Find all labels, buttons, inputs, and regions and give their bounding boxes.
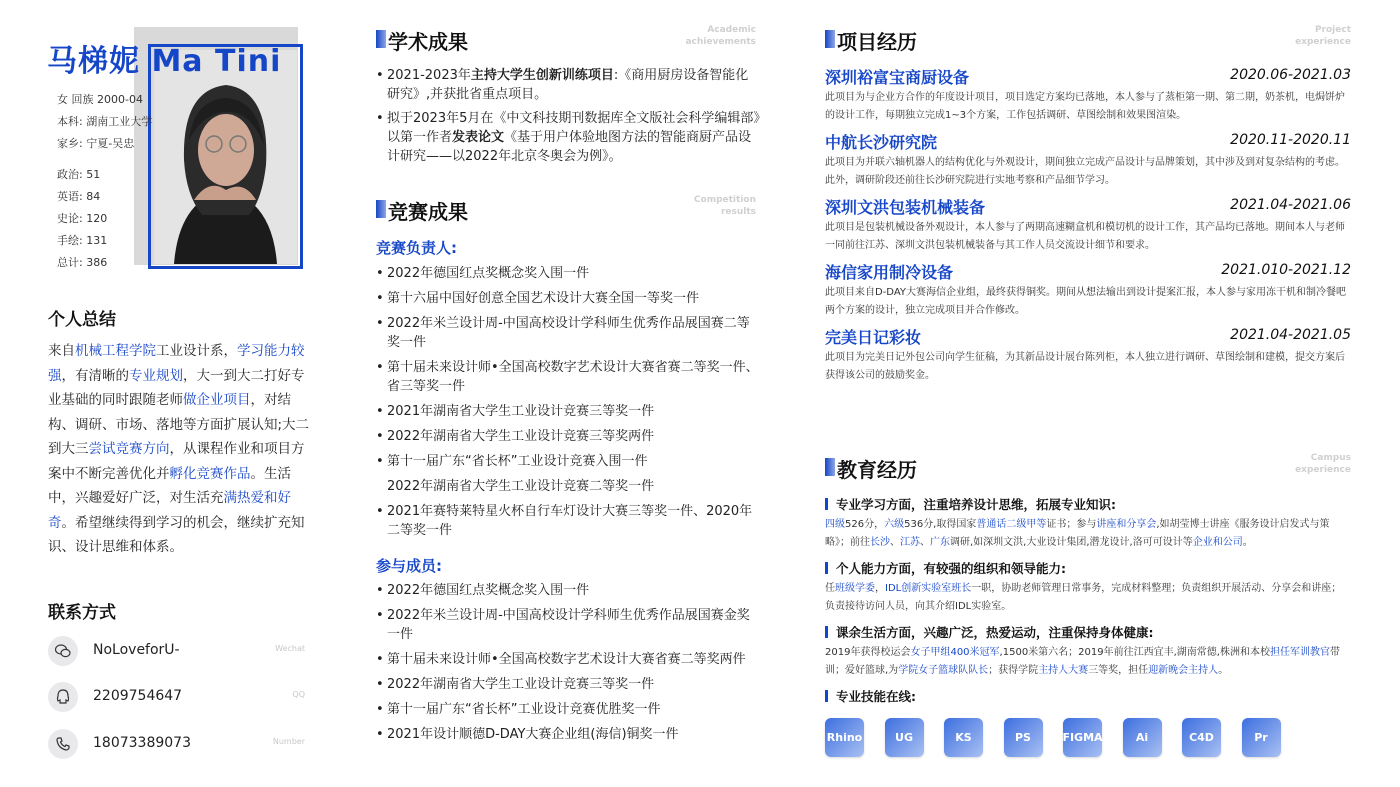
project-name: 海信家用制冷设备 (825, 263, 954, 282)
profile-name: 马梯妮 Ma Tini (47, 44, 282, 79)
project-item (825, 65, 1351, 125)
project-date: 2020.06-2021.03 (1230, 67, 1351, 83)
project-item (825, 325, 1351, 385)
project-desc: 此项目来自D-DAY大赛海信企业组，最终获得铜奖。期间从想法输出到设计提案汇报，本人参与家用冻干机和制冷餐吧两个方案的设计，独立完成项目并合作修改。 (825, 287, 1347, 316)
profile-school (57, 113, 152, 129)
school-label: 本科: (57, 115, 83, 128)
school-value: 湖南工业大学 (86, 115, 153, 128)
phone-tag: Number (272, 737, 305, 746)
project-name: 中航长沙研究院 (825, 133, 938, 152)
edu-desc-ability: 任班级学委，IDL创新实验室班长一职，协助老师管理日常事务，完成材料整理；负责组织开展活动、分享会和讲座；负责接待访问人员，向其介绍IDL实验室。 (825, 583, 1342, 612)
wechat-value[interactable]: NoLoveforU- (93, 642, 180, 658)
skill-badge: UG (885, 718, 924, 757)
home-label: 家乡: (57, 137, 83, 150)
section-marker (825, 458, 835, 476)
score-row: 英语: 84 (57, 190, 101, 203)
project-list (825, 65, 1351, 390)
project-date: 2021.04-2021.06 (1230, 197, 1351, 213)
home-value: 宁夏-吴忠 (86, 137, 135, 150)
skill-badge: Pr (1242, 718, 1281, 757)
project-item (825, 130, 1351, 190)
portrait-image (154, 50, 297, 264)
wechat-tag: Wechat (275, 644, 305, 653)
list-item: • 2021年设计顺德D-DAY大赛企业组(海信)铜奖一件 (376, 725, 760, 744)
skill-badge: C4D (1182, 718, 1221, 757)
list-item: • 第十六届中国好创意全国艺术设计大赛全国一等奖一件 (376, 289, 760, 308)
project-name: 完美日记彩妆 (825, 328, 922, 347)
education-title: 教育经历 (837, 458, 917, 482)
profile-home (57, 135, 134, 151)
qq-tag: QQ (292, 690, 305, 699)
section-marker (825, 30, 835, 48)
contact-qq (48, 682, 310, 714)
project-date: 2021.04-2021.05 (1230, 327, 1351, 343)
list-item: • 第十一届广东“省长杯”工业设计竞赛入围一件 (376, 452, 760, 471)
edu-heading-study: 专业学习方面，注重培养设计思维，拓展专业知识: (825, 495, 1351, 513)
summary-title: 个人总结 (48, 310, 116, 330)
edu-heading-skills: 专业技能在线: (825, 687, 1351, 705)
competition-header (376, 195, 756, 224)
academic-title: 学术成果 (388, 30, 468, 54)
section-marker (376, 30, 386, 48)
leader-title: 竞赛负责人: (376, 239, 457, 257)
projects-title: 项目经历 (837, 30, 917, 54)
score-row: 史论: 120 (57, 212, 108, 225)
list-item: • 2022年湖南省大学生工业设计竞赛三等奖一件 (376, 675, 760, 694)
contact-phone (48, 729, 310, 761)
leader-list (376, 264, 760, 540)
projects-header (825, 25, 1351, 54)
project-name: 深圳文洪包装机械装备 (825, 198, 986, 217)
project-date: 2020.11-2020.11 (1230, 132, 1351, 148)
wechat-icon (48, 636, 78, 666)
skill-badge: Ai (1123, 718, 1162, 757)
list-item: • 2021年赛特莱特星火杯自行车灯设计大赛三等奖一件、2020年二等奖一件 (376, 502, 760, 540)
member-title: 参与成员: (376, 557, 442, 575)
education-content (825, 495, 1351, 705)
list-item: 2022年湖南省大学生工业设计竞赛二等奖一件 (387, 479, 655, 494)
skill-badge: KS (944, 718, 983, 757)
project-date: 2021.010-2021.12 (1221, 262, 1351, 278)
list-item: • 拟于2023年5月在《中文科技期刊数据库全文版社会科学编辑部》以第一作者发表论文《基于用户体验地图方法的智能商厨产品设计研究——以2022年北京冬奥会为例》。 (376, 109, 760, 166)
skill-badge: PS (1004, 718, 1043, 757)
score-row: 手绘: 131 (57, 234, 108, 247)
projects-title-en: Project experience (1295, 25, 1351, 47)
list-item: • 2022年米兰设计周-中国高校设计学科师生优秀作品展国赛二等奖一件 (376, 314, 760, 352)
summary-text: 来自机械工程学院工业设计系，学习能力较强，有清晰的专业规划，大一到大二打好专业基础的同时跟随老师做企业项目，对结构、调研、市场、落地等方面扩展认知;大二到大三尝试竞赛方向，从课程作业和项目方案中不断完善优化并孵化竞赛作品。生活中，兴趣爱好广泛，对生活充满热爱和好奇。希望继续得到学习的机会，继续扩充知识、设计思维和体系。 (48, 343, 310, 555)
member-list (376, 581, 760, 744)
academic-header (376, 25, 756, 54)
phone-value[interactable]: 18073389073 (93, 735, 191, 751)
list-item: • 2022年湖南省大学生工业设计竞赛三等奖两件 (376, 427, 760, 446)
project-name: 深圳裕富宝商厨设备 (825, 68, 970, 87)
project-item (825, 260, 1351, 320)
list-item: • 2021年湖南省大学生工业设计竞赛三等奖一件 (376, 402, 760, 421)
project-desc: 此项目为并联六轴机器人的结构优化与外观设计，期间独立完成产品设计与品牌策划，其中涉及到对复杂结构的考虑。此外，调研阶段还前往长沙研究院进行实地考察和产品细节学习。 (825, 157, 1345, 186)
qq-value[interactable]: 2209754647 (93, 688, 183, 704)
qq-icon (48, 682, 78, 712)
score-row: 总计: 386 (57, 256, 108, 269)
competition-title-en: Competition results (693, 195, 756, 217)
skill-list (825, 718, 1355, 757)
contact-wechat (48, 636, 310, 668)
edu-heading-ability: 个人能力方面，有较强的组织和领导能力: (825, 559, 1351, 577)
edu-heading-life: 课余生活方面，兴趣广泛，热爱运动，注重保持身体健康: (825, 623, 1351, 641)
phone-icon (48, 729, 78, 759)
list-item: • 第十届未来设计师•全国高校数字艺术设计大赛省赛二等奖一件、省三等奖一件 (376, 358, 760, 396)
list-item: • 2022年德国红点奖概念奖入围一件 (376, 264, 760, 283)
academic-title-en: Academic achievements (685, 25, 756, 47)
avatar (154, 50, 297, 264)
project-item (825, 195, 1351, 255)
skill-badge: FIGMA (1063, 718, 1102, 757)
list-item: • 2022年米兰设计周-中国高校设计学科师生优秀作品展国赛金奖一件 (376, 606, 760, 644)
list-item: • 2022年德国红点奖概念奖入围一件 (376, 581, 760, 600)
skill-badge: Rhino (825, 718, 864, 757)
list-item: • 第十一届广东“省长杯”工业设计竞赛优胜奖一件 (376, 700, 760, 719)
education-header (825, 453, 1351, 482)
academic-list (376, 66, 760, 166)
project-desc: 此项目是包装机械设备外观设计，本人参与了两期高速糊盒机和模切机的设计工作，其产品均已落地。期间本人与老师一同前往江苏、深圳文洪包装机械装备与其工作人员交流设计细节和要求。 (825, 222, 1345, 251)
project-desc: 此项目为与企业方合作的年度设计项目，项目选定方案均已落地，本人参与了蒸柜第一期、第二期，奶茶机，电焗饼炉的设计工作，每期独立完成1~3个方案，工作包括调研、草图绘制和效果图渲染。 (825, 92, 1345, 121)
education-title-en: Campus experience (1295, 453, 1351, 475)
edu-desc-study: 四级526分，六级536分,取得国家普通话二级甲等证书；参与讲座和分享会,如胡莹博士讲座《服务设计启发式与策略》；前往长沙、江苏、广东调研,如深圳文洪,大业设计集团,潜龙设计,洛可可设计等企业和公司。 (825, 519, 1330, 548)
list-item: • 第十届未来设计师•全国高校数字艺术设计大赛省赛二等奖两件 (376, 650, 760, 669)
edu-desc-life: 2019年获得校运会女子甲组400米冠军,1500米第六名；2019年前往江西宜丰,湖南常德,株洲和本校担任军训教官带训；爱好篮球,为学院女子篮球队队长；获得学院主持人大赛三等奖，担任迎新晚会主持人。 (825, 647, 1340, 676)
score-row: 政治: 51 (57, 168, 101, 181)
section-marker (376, 200, 386, 218)
profile-basic: 女 回族 2000-04 (57, 93, 143, 106)
contact-title: 联系方式 (48, 603, 116, 623)
project-desc: 此项目为完美日记外包公司向学生征稿，为其新品设计展台陈列柜，本人独立进行调研、草图绘制和建模，提交方案后获得该公司的鼓励奖金。 (825, 352, 1345, 381)
list-item: • 2021-2023年主持大学生创新训练项目:《商用厨房设备智能化研究》,并获批省重点项目。 (376, 66, 760, 104)
competition-title: 竞赛成果 (388, 200, 468, 224)
